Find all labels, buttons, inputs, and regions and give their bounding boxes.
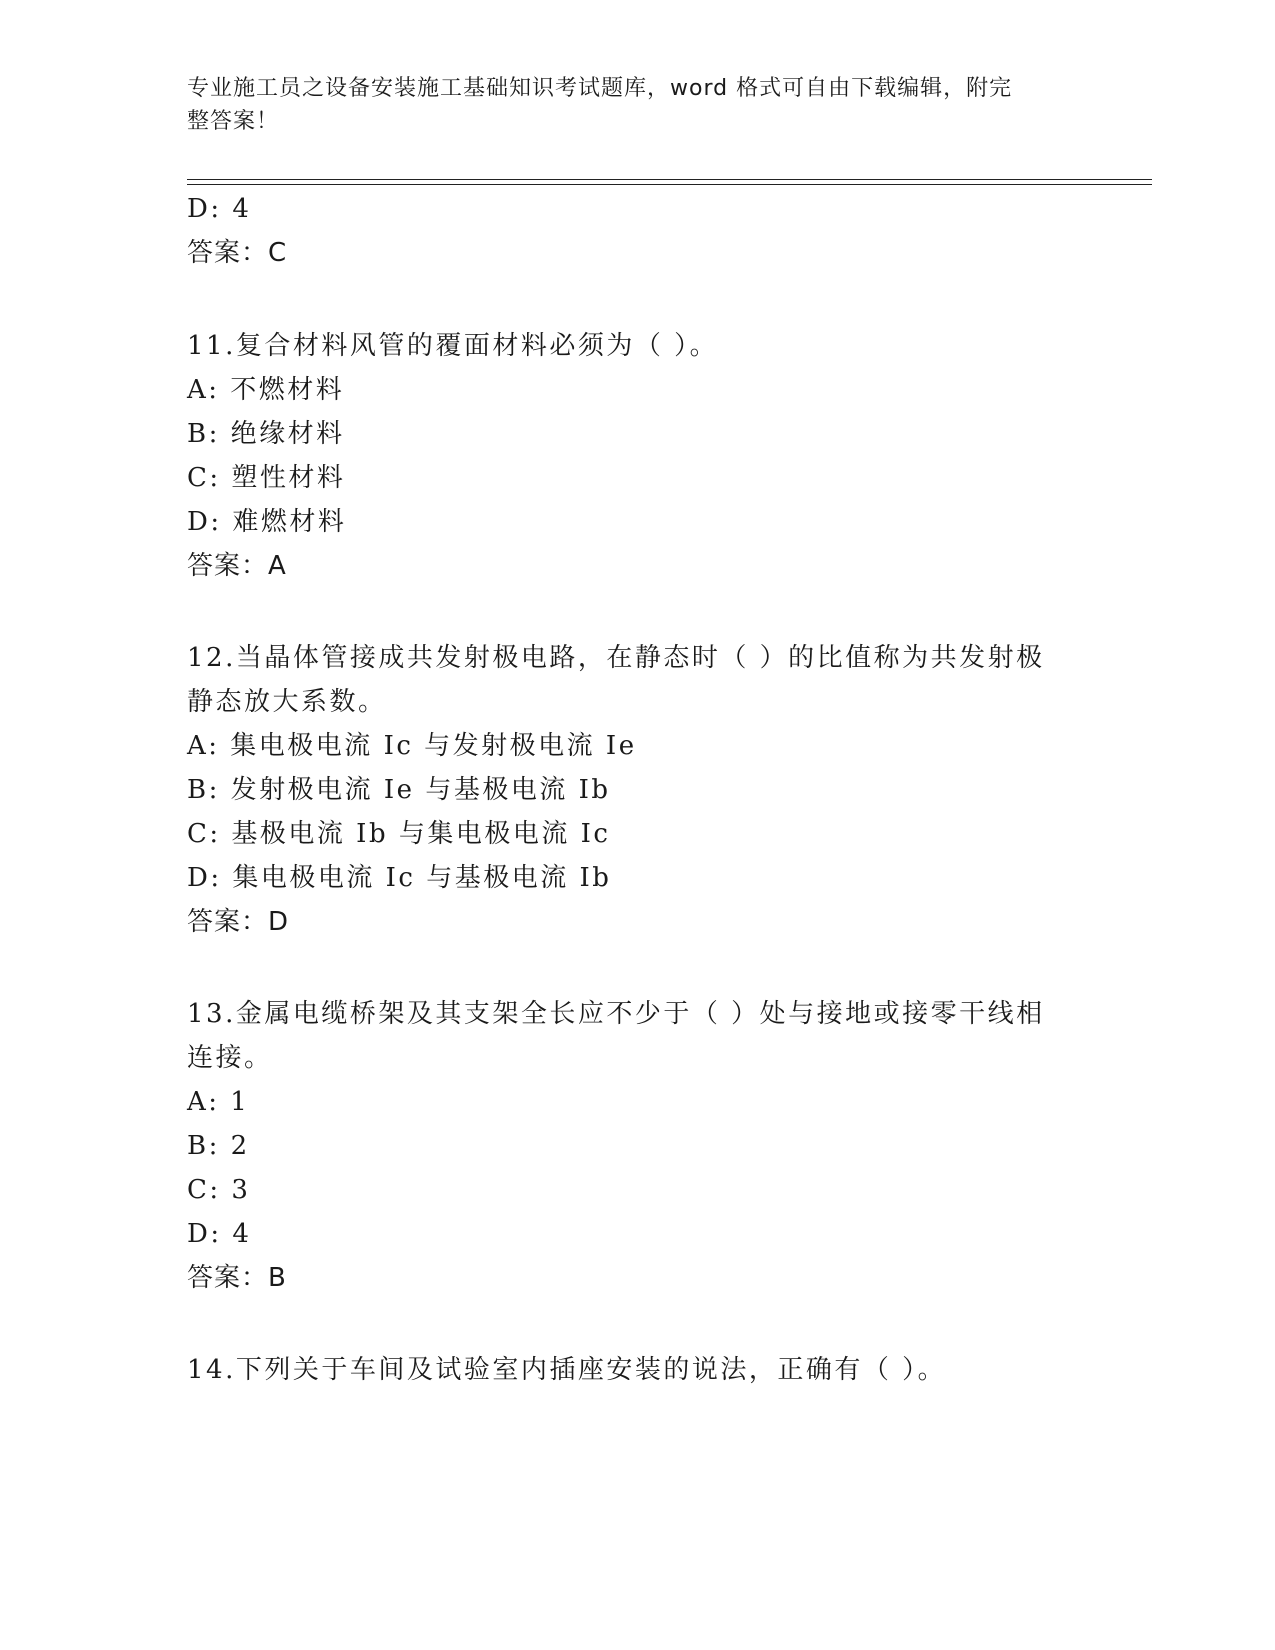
q13-option-a: A: 1 — [187, 1087, 250, 1117]
q13-option-c: C: 3 — [187, 1175, 251, 1205]
prev-option-d: D: 4 — [187, 194, 252, 224]
q11-stem: 11.复合材料风管的覆面材料必须为（ ）。 — [187, 331, 719, 361]
q14-stem: 14.下列关于车间及试验室内插座安装的说法，正确有（ ）。 — [187, 1355, 947, 1385]
q11-option-d: D: 难燃材料 — [187, 507, 347, 537]
q13-stem-line-2: 连接。 — [187, 1043, 273, 1073]
q11-option-c: C: 塑性材料 — [187, 463, 346, 493]
q13-answer: 答案：B — [187, 1263, 287, 1293]
q12-option-d: D: 集电极电流 Ic 与基极电流 Ib — [187, 863, 612, 893]
document-header — [187, 72, 1067, 138]
q12-answer: 答案：D — [187, 907, 290, 937]
q11-answer: 答案：A — [187, 551, 287, 581]
q13-option-d: D: 4 — [187, 1219, 252, 1249]
q12-option-b: B: 发射极电流 Ie 与基极电流 Ib — [187, 775, 611, 805]
header-line-1: 专业施工员之设备安装施工基础知识考试题库，word 格式可自由下载编辑，附完 — [187, 76, 1013, 101]
q12-option-c: C: 基极电流 Ib 与集电极电流 Ic — [187, 819, 611, 849]
q11-option-a: A: 不燃材料 — [187, 375, 345, 405]
header-divider-bottom — [187, 184, 1152, 185]
header-divider-top — [187, 179, 1152, 180]
q12-stem-line-2: 静态放大系数。 — [187, 687, 387, 717]
q12-stem-line-1: 12.当晶体管接成共发射极电路，在静态时（ ）的比值称为共发射极 — [187, 643, 1045, 673]
prev-answer: 答案：C — [187, 238, 288, 268]
q13-stem-line-1: 13.金属电缆桥架及其支架全长应不少于（ ）处与接地或接零干线相 — [187, 999, 1045, 1029]
q12-option-a: A: 集电极电流 Ic 与发射极电流 Ie — [187, 731, 637, 761]
header-line-2: 整答案！ — [187, 109, 280, 134]
q11-option-b: B: 绝缘材料 — [187, 419, 345, 449]
q13-option-b: B: 2 — [187, 1131, 250, 1161]
